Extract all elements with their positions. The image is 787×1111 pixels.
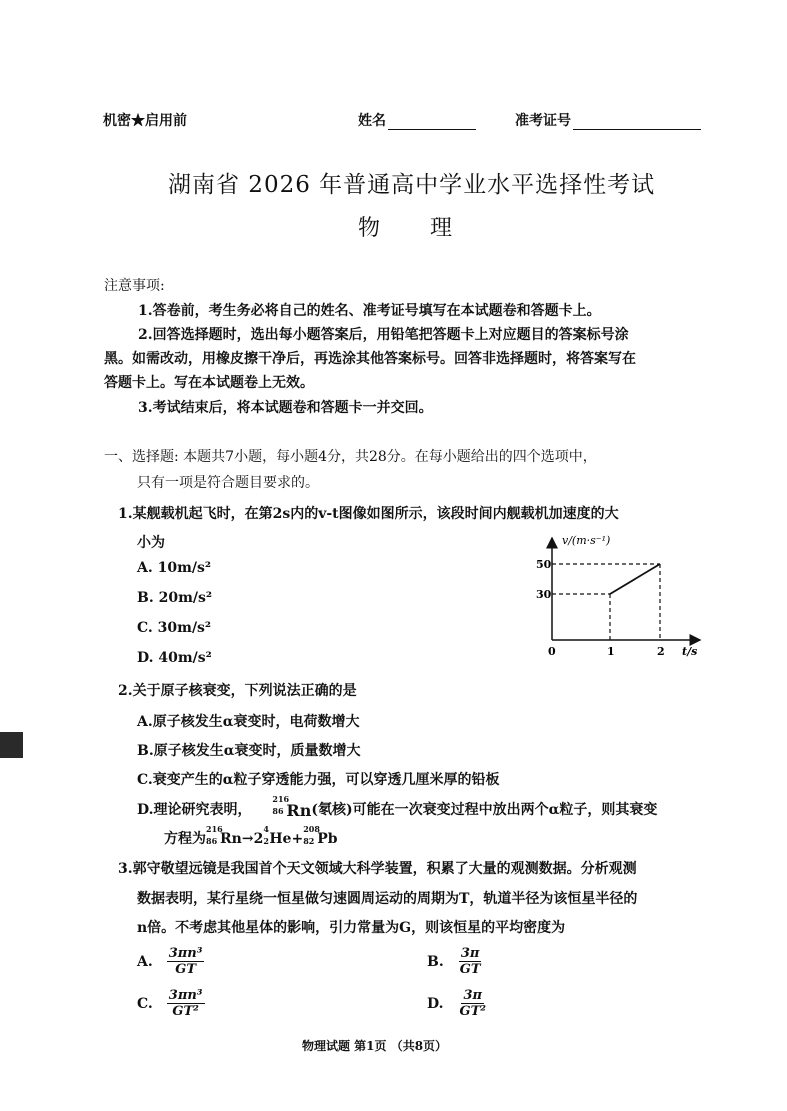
q2-d-suffix: (氡核)可能在一次衰变过程中放出两个α粒子，则其衰变: [311, 802, 658, 818]
ticket-field[interactable]: [515, 110, 701, 130]
eq-radon: 216 86 Rn: [206, 824, 242, 847]
x-tick-1: 1: [607, 645, 615, 658]
q2-d-equation: [164, 824, 338, 848]
q3-d-label: D.: [427, 995, 444, 1012]
q3-b-label: B.: [427, 953, 444, 970]
q2-d-prefix: D.理论研究表明，: [137, 802, 252, 818]
q3-a-formula: $\frac{\text{3πn³}}{GT}$: [168, 946, 203, 977]
q3-stem-cont2: n倍。不考虑其他星体的影响，引力常量为G，则该恒星的平均密度为: [137, 920, 566, 936]
notice-item-1: 1.答卷前，考生务必将自己的姓名、准考证号填写在本试题卷和答题卡上。: [138, 303, 601, 319]
section-heading: 一、选择题: 本题共7小题，每小题4分，共28分。在每小题给出的四个选项中，: [104, 449, 597, 465]
notice-item-2-cont: 黑。如需改动，用橡皮擦干净后，再选涂其他答案标号。回答非选择题时，将答案写在: [104, 351, 636, 367]
velocity-line: [610, 564, 660, 594]
q2-option-d[interactable]: [137, 793, 658, 820]
q1-stem: 1.某舰载机起飞时，在第2s内的v-t图像如图所示，该段时间内舰载机加速度的大: [118, 506, 619, 522]
secret-label: 机密★启用前: [103, 113, 187, 129]
scan-mark: [0, 732, 23, 758]
q2-option-b[interactable]: B.原子核发生α衰变时，质量数增大: [137, 743, 361, 759]
q1-option-a[interactable]: A. 10m/s²: [137, 560, 212, 576]
q3-c-formula: $\frac{\text{3πn³}}{\text{GT²}}$: [168, 988, 203, 1019]
eq-lead: 208 82 Pb: [303, 824, 338, 847]
y-tick-30: 30: [536, 588, 552, 601]
ticket-label: 准考证号: [515, 113, 571, 129]
name-field[interactable]: [358, 110, 476, 130]
y-axis-label: v/(m·s⁻¹): [562, 534, 611, 547]
q3-d-formula: $\frac{3\pi}{\text{GT²}}$: [459, 988, 486, 1019]
q2-option-c[interactable]: C.衰变产生的α粒子穿透能力强，可以穿透几厘米厚的铅板: [137, 772, 500, 788]
eq-arrow: →: [241, 831, 254, 847]
q2-option-a[interactable]: A.原子核发生α衰变时，电荷数增大: [137, 714, 360, 730]
q3-option-c[interactable]: [137, 988, 205, 1019]
q3-b-formula: $\frac{3\pi}{GT}$: [459, 946, 481, 977]
notice-item-2-cont2: 答题卡上。写在本试题卷上无效。: [104, 375, 314, 391]
vt-graph: [530, 528, 710, 663]
q3-c-label: C.: [137, 995, 153, 1012]
y-tick-50: 50: [536, 558, 552, 571]
x-tick-2: 2: [657, 645, 665, 658]
q3-stem-cont: 数据表明，某行星绕一恒星做匀速圆周运动的周期为T，轨道半径为该恒星半径的: [137, 891, 638, 907]
equation-prefix: 方程为: [164, 831, 206, 847]
name-blank[interactable]: [388, 115, 476, 130]
ticket-blank[interactable]: [573, 115, 701, 130]
q1-stem-cont: 小为: [137, 535, 165, 551]
q3-stem: 3.郭守敬望远镜是我国首个天文领域大科学装置，积累了大量的观测数据。分析观测: [118, 861, 637, 877]
q3-option-b[interactable]: [427, 946, 483, 977]
eq-plus: +: [291, 831, 304, 847]
exam-title: 湖南省 2026 年普通高中学业水平选择性考试: [168, 172, 656, 198]
notice-item-3: 3.考试结束后，将本试题卷和答题卡一并交回。: [138, 400, 433, 416]
q2-stem: 2.关于原子核衰变，下列说法正确的是: [118, 683, 357, 699]
q3-option-d[interactable]: [427, 988, 488, 1019]
notice-heading: 注意事项:: [104, 278, 165, 294]
q1-option-b[interactable]: B. 20m/s²: [137, 590, 213, 606]
section-heading-cont: 只有一项是符合题目要求的。: [137, 475, 319, 491]
notice-item-2: 2.回答选择题时，选出每小题答案后，用铅笔把答题卡上对应题目的答案标号涂: [138, 327, 629, 343]
q3-a-label: A.: [137, 953, 153, 970]
x-tick-0: 0: [548, 645, 556, 658]
x-axis-label: t/s: [682, 645, 698, 658]
eq-helium: 4 2 He: [263, 824, 292, 847]
q1-option-c[interactable]: C. 30m/s²: [137, 620, 212, 636]
q3-option-a[interactable]: [137, 946, 204, 977]
name-label: 姓名: [358, 113, 386, 129]
subject-title: 物 理: [358, 216, 467, 241]
page-footer: 物理试题 第1页 （共8页）: [302, 1039, 448, 1053]
eq-coef: 2: [253, 831, 264, 847]
radon-nucleus: 216 86 Rn: [272, 793, 312, 820]
q1-option-d[interactable]: D. 40m/s²: [137, 650, 212, 666]
